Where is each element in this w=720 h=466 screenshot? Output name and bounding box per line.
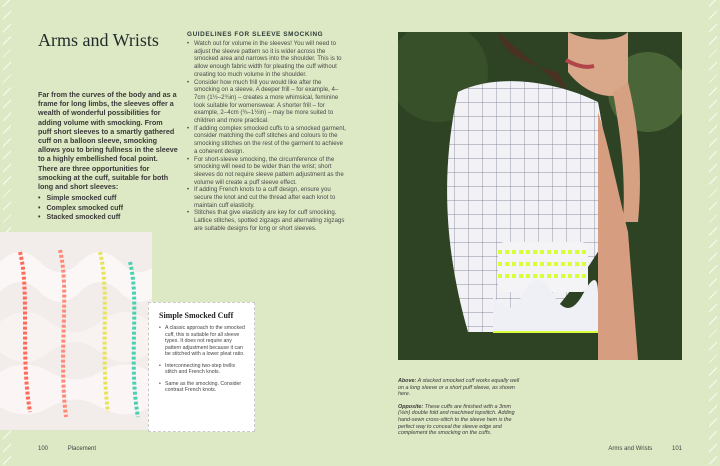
- photo-caption: [398, 378, 522, 443]
- caption-above-label: Above:: [398, 378, 417, 384]
- box-item: • A classic approach to the smocked cuff, this is suitable for all sleeve types. It does not require any pattern adjustment because it can be stitched with a lower pleat ratio.: [159, 325, 248, 358]
- right-footer: [590, 446, 682, 452]
- list-item: • Stacked smocked cuff: [38, 213, 178, 223]
- caption-opposite-label: Opposite:: [398, 403, 424, 410]
- box-item: • Interconnecting two-step trellis stitch and French knots.: [159, 363, 248, 376]
- guideline-item: • If adding French knots to a cuff design, ensure you secure the knot and cut the thread after each knot to maintain cuff elasticity.: [187, 186, 347, 209]
- list-item: • Simple smocked cuff: [38, 194, 178, 204]
- cuff-types-list: [38, 194, 178, 223]
- page-title: Arms and Wrists: [38, 30, 159, 50]
- smocked-fabric-illustration: [0, 232, 152, 430]
- guideline-item: • Stitches that give elasticity are key for cuff smocking. Lattice stitches, spotted zigzags and alternating zigzags are suitable designs for long or short sleeves.: [187, 209, 347, 232]
- guidelines-list: [187, 40, 347, 233]
- guideline-item: • Consider how much frill you would like after the smocking on a sleeve. A deeper frill – for example, 4–7cm (1½–2¾in) – creates a more whimsical, feminine look suitable for womenswear. A shorter frill – for example, 2–4cm (¾–1½in) – may be more suited to children and more practical.: [187, 79, 347, 125]
- caption-opposite-text: These cuffs are finished with a 3mm (⅛in) double fold and machined topstitch. Adding hand-sewn cross-stitch to the sleeve hem is the perfect way to conceal the sleeve edge and complement the smocking on the cuffs.: [398, 403, 515, 437]
- sleeve-illustration: [398, 32, 682, 360]
- box-title: Simple Smocked Cuff: [159, 311, 234, 320]
- guideline-item: • For short-sleeve smocking, the circumference of the smocking will need to be wider than the wrist; short sleeves do not require sleeve pattern adjustment as the volume will create a puff sleeve effect.: [187, 156, 347, 187]
- right-running-head: Arms and Wrists: [608, 446, 653, 452]
- simple-smocked-cuff-box: [148, 302, 255, 432]
- zigzag-border-right: [709, 0, 717, 466]
- caption-above-text: A stacked smocked cuff works equally well on a long sleeve or a short puff sleeve, as shown here.: [398, 378, 520, 398]
- right-page-number: 101: [671, 446, 682, 452]
- left-footer: [38, 446, 114, 452]
- smocked-fabric-photo: [0, 232, 152, 430]
- box-list: [149, 325, 254, 394]
- guideline-item: • Watch out for volume in the sleeves! You will need to adjust the sleeve pattern so it is wider across the smocked area and narrows into the shoulder. This is to allow enough fabric width for pleating the cuff without creating too much volume in the shoulder.: [187, 40, 347, 79]
- intro-paragraph: Far from the curves of the body and as a frame for long limbs, the sleeves offer a wealth of wonderful possibilities for adding volume with smocking. From puff short sleeves to a smartly gathered cuff on a balloon sleeve, smocking allows you to bring fullness in the sleeve to a highly embellished focal point. There are three opportunities for smocking at the cuff, suitable for both long and short sleeves:: [38, 90, 178, 192]
- guidelines-section: [187, 31, 347, 233]
- guideline-item: • If adding complex smocked cuffs to a smocked garment, consider matching the cuff stitches and colours to the smocking stitches on the rest of the garment to achieve a coherent design.: [187, 125, 347, 156]
- sleeve-photo: [398, 32, 682, 360]
- left-page-number: 100: [38, 446, 49, 452]
- guidelines-heading: GUIDELINES FOR SLEEVE SMOCKING: [187, 31, 324, 38]
- left-section-name: Placement: [67, 446, 97, 452]
- list-item: • Complex smocked cuff: [38, 204, 178, 214]
- box-item: • Same as the smocking. Consider contrast French knots.: [159, 381, 248, 394]
